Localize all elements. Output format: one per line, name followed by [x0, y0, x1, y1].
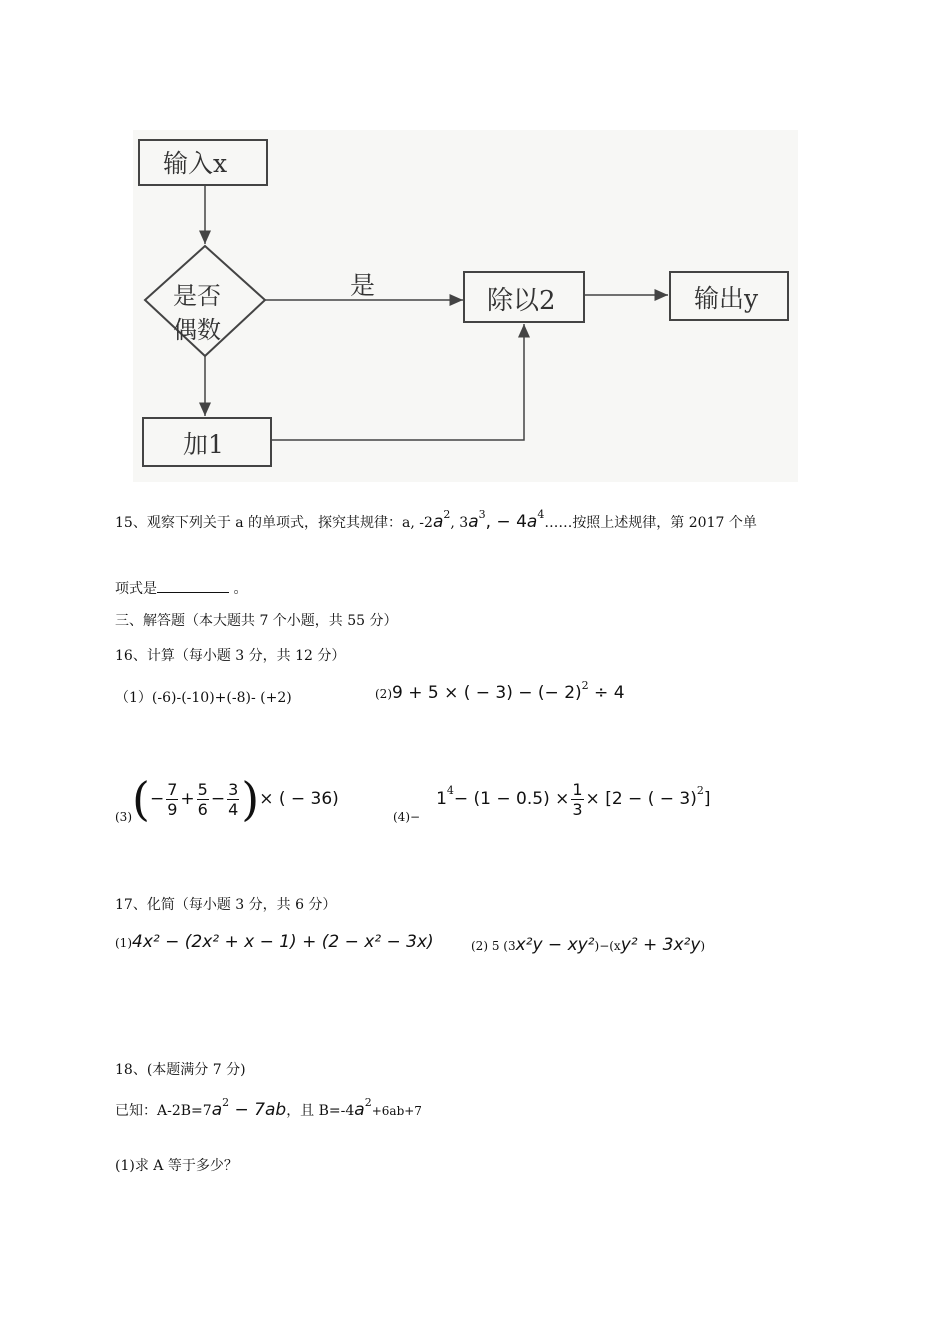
q15-a: a — [432, 512, 444, 532]
q16-p3-lparen: ( — [132, 772, 150, 826]
q16-p3-d1: 9 — [167, 799, 178, 819]
flow-divide-label: 除以2 — [487, 286, 556, 316]
q16-part2 — [375, 679, 625, 703]
q16-p3-frac3 — [227, 780, 239, 819]
q15-line1 — [115, 508, 757, 534]
flow-yes-label: 是 — [350, 271, 376, 300]
q16-p4-d: 3 — [572, 799, 583, 819]
q16-p3-frac2 — [197, 780, 209, 819]
section3-heading: 三、解答题（本大题共 7 个小题，共 55 分） — [115, 613, 398, 629]
q15-sep1: , 3 — [450, 515, 469, 531]
q16-p3-n2: 5 — [197, 779, 208, 799]
q15-exp3: 3 — [478, 508, 486, 521]
q16-p3-n3: 3 — [228, 779, 239, 799]
flow-output-label: 输出y — [694, 284, 759, 313]
q15-a4: a — [526, 512, 538, 532]
q16-p2-exp: 2 — [581, 679, 589, 692]
q16-p2-label: (2) — [375, 687, 392, 701]
q17-p2-b: y² + 3x²y — [620, 935, 701, 955]
q18-given-exp: 2 — [222, 1096, 230, 1109]
flow-decision-line2: 偶数 — [173, 316, 221, 344]
q16-title: 16、计算（每小题 3 分，共 12 分） — [115, 648, 346, 664]
q16-p2-expr: 9 + 5 × ( − 3) − (− 2) — [392, 683, 582, 703]
q17-title: 17、化简（每小题 3 分，共 6 分） — [115, 897, 337, 913]
q18-given-mid: ，且 B=-4 — [286, 1103, 355, 1119]
q15-sep2: , − 4 — [485, 512, 527, 532]
flow-decision-line1: 是否 — [173, 282, 221, 310]
q15-line2-suffix: 。 — [233, 581, 248, 597]
q15-exp4: 4 — [537, 508, 545, 521]
arrow-add-divide — [271, 324, 524, 440]
q16-p3-n1: 7 — [167, 779, 178, 799]
q16-p4-frac — [571, 780, 583, 819]
q16-p4-base: 1 — [436, 789, 447, 809]
q16-p4-label: (4)− — [393, 810, 421, 824]
q16-p3-rparen: ) — [241, 772, 260, 826]
q16-p4-n: 1 — [572, 779, 583, 799]
q15-line2 — [115, 578, 247, 599]
q17-part1 — [115, 932, 434, 952]
flow-add-label: 加1 — [183, 430, 224, 459]
flowchart — [133, 130, 798, 482]
q18-given-rest: − 7ab — [229, 1100, 287, 1120]
flow-input-label: 输入x — [163, 149, 228, 178]
q16-p3-frac1 — [166, 780, 178, 819]
q17-part2 — [471, 935, 705, 955]
q15-a3: a — [468, 512, 479, 532]
q15-prefix: 15、观察下列关于 a 的单项式，探究其规律：a, -2 — [115, 515, 433, 531]
q16-p4-end: ] — [703, 789, 711, 809]
q15-suffix: ……按照上述规律，第 2017 个单 — [544, 515, 757, 531]
q16-p4-exp2: 2 — [696, 783, 704, 797]
q18-given-exp2: 2 — [364, 1096, 372, 1109]
q16-part1: （1）(-6)-(-10)+(-8)- (+2) — [115, 690, 292, 706]
q17-p2-mid: )−(x — [594, 939, 621, 953]
q17-p2-label: (2) 5 (3 — [471, 939, 516, 953]
q16-p4-tail: × [2 − ( − 3) — [585, 789, 697, 809]
q18-given-tail: +6ab+7 — [371, 1104, 422, 1118]
q18-given-prefix: 已知：A-2B=7 — [115, 1103, 212, 1119]
q18-part1: (1)求 A 等于多少？ — [115, 1158, 238, 1174]
q16-p3-label: (3) — [115, 810, 132, 824]
q16-p2-tail: ÷ 4 — [588, 683, 625, 703]
q18-given-b: a — [354, 1100, 365, 1120]
q16-p4-exp: 4 — [446, 783, 454, 797]
q17-p1-label: (1) — [115, 936, 132, 950]
q16-p4-mid: − (1 − 0.5) × — [453, 789, 570, 809]
q17-p2-a: x²y − xy² — [515, 935, 595, 955]
q18-given — [115, 1096, 422, 1122]
q16-part4 — [393, 774, 710, 824]
q16-p3-tail: × ( − 36) — [259, 789, 339, 809]
q18-title: 18、(本题满分 7 分) — [115, 1062, 246, 1078]
q15-line2-prefix: 项式是 — [115, 581, 157, 597]
q15-answer-blank[interactable] — [157, 578, 229, 593]
q16-p3-d3: 4 — [228, 799, 239, 819]
q18-given-a: a — [211, 1100, 223, 1120]
q16-part3: (3) ( − $\frac{7}{9}$ + $\frac{5}{6}$ − $\frac{3}{4}$ ) × ( − 36) — [115, 772, 339, 826]
q16-p3-d2: 6 — [197, 799, 208, 819]
q15-exp2: 2 — [443, 508, 451, 521]
q17-p1-expr: 4x² − (2x² + x − 1) + (2 − x² − 3x) — [132, 932, 434, 952]
q17-p2-end: ) — [700, 939, 706, 953]
